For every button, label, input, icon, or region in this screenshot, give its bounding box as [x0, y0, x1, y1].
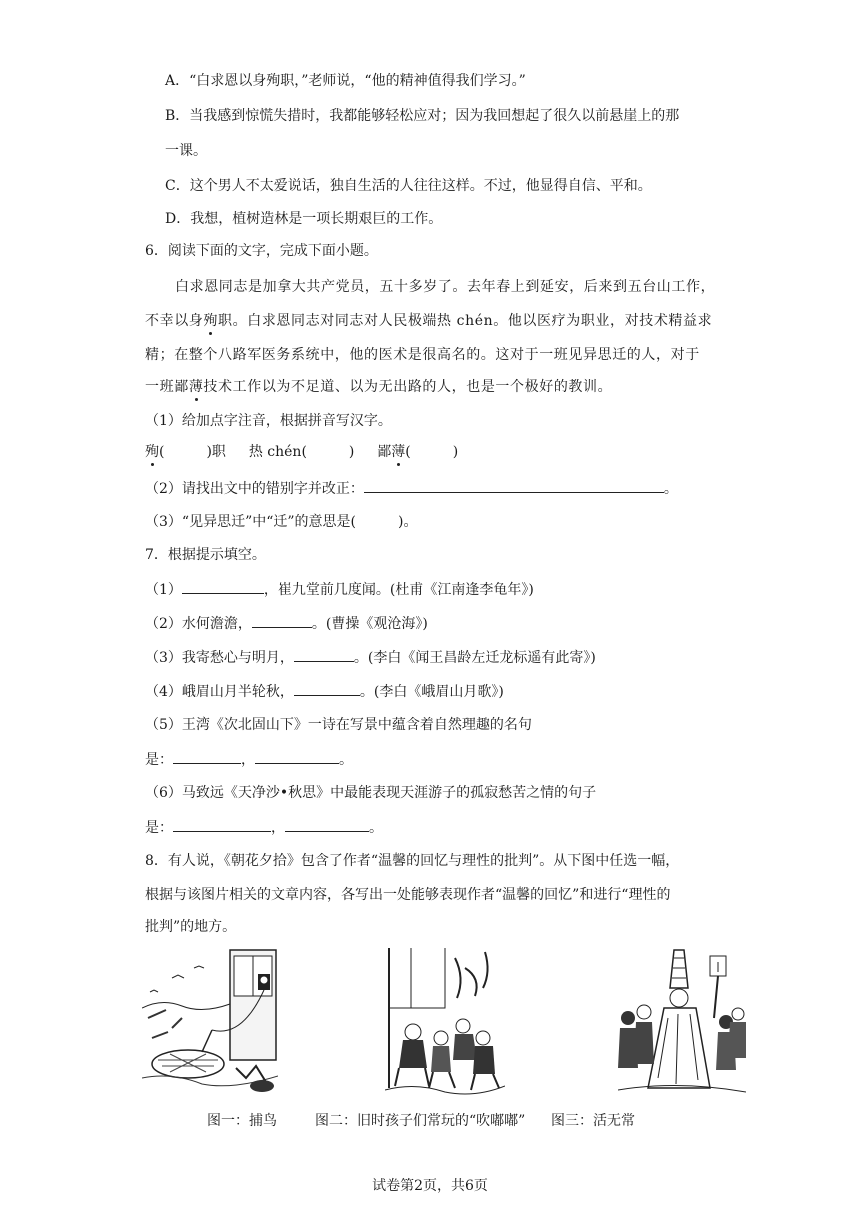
char-bi: 鄙 — [377, 444, 392, 460]
caption-figure-1: 图一：捕鸟 — [207, 1113, 277, 1129]
poem-item-1 — [145, 580, 534, 599]
answer-blank[interactable] — [294, 648, 354, 662]
passage-line-1: 白求恩同志是加拿大共产党员，五十多岁了。去年春上到延安，后来到五台山工作， — [175, 279, 716, 295]
dotted-char: 殉 — [145, 444, 159, 460]
answer-blank[interactable] — [252, 614, 312, 628]
passage-text: 技术工作以为不足道、以为无出路的人，也是一个极好的教训。 — [203, 379, 613, 395]
option-a: A．“白求恩以身殉职，”老师说，“他的精神值得我们学习。” — [165, 73, 526, 89]
sub-question-2 — [145, 479, 678, 498]
item-text: 是： — [145, 820, 173, 836]
poem-item-3 — [145, 648, 596, 667]
answer-blank[interactable] — [173, 818, 271, 832]
poem-item-6-answer — [145, 818, 383, 837]
sub-question-3: （3）“见异思迁”中“迁”的意思是( )。 — [145, 514, 418, 530]
passage-line-4 — [145, 378, 612, 396]
answer-blank[interactable] — [364, 479, 664, 493]
item-text: ，崔九堂前几度闻。(杜甫《江南逢李龟年》) — [263, 582, 534, 598]
fill-blank-bao[interactable]: ( ) — [405, 444, 459, 460]
poem-item-4 — [145, 682, 504, 701]
item-number: （1） — [145, 582, 182, 598]
item-text: （4）峨眉山月半轮秋， — [145, 684, 294, 700]
option-c: C．这个男人不太爱说话，独自生活的人往往这样。不过，他显得自信、平和。 — [165, 178, 652, 194]
children-playing-illustration — [385, 948, 505, 1096]
item-text: （2）水何澹澹， — [145, 616, 252, 632]
dotted-char: 殉 — [203, 313, 219, 329]
passage-text: 不幸以身 — [145, 313, 204, 329]
sub-question-1: （1）给加点字注音，根据拼音写汉字。 — [145, 413, 392, 429]
question-8-line-1: 8．有人说，《朝花夕拾》包含了作者“温馨的回忆与理性的批判”。从下图中任选一幅， — [145, 853, 680, 869]
passage-text: 职。白求恩同志对同志对人民极端热 chén。他以医疗为职业，对技术精益求 — [218, 313, 713, 329]
question-8-line-3: 批判”的地方。 — [145, 919, 237, 935]
option-b-line1: B．当我感到惊慌失措时，我都能够轻松应对；因为我回想起了很久以前悬崖上的那 — [165, 108, 680, 124]
punctuation: 。 — [339, 752, 353, 768]
answer-blank[interactable] — [173, 750, 241, 764]
answer-blank[interactable] — [182, 580, 264, 594]
caption-figure-3: 图三：活无常 — [551, 1113, 635, 1129]
question-7-stem: 7．根据提示填空。 — [145, 547, 266, 563]
poem-item-2 — [145, 614, 428, 633]
answer-blank[interactable] — [294, 682, 360, 696]
punctuation: 。 — [369, 820, 383, 836]
bird-catching-illustration — [142, 948, 278, 1094]
option-b-line2: 一课。 — [165, 143, 207, 159]
question-6-stem: 6．阅读下面的文字，完成下面小题。 — [145, 243, 378, 259]
item-text: 是： — [145, 752, 173, 768]
item-text: 。(李白《闻王昌龄左迁龙标遥有此寄》) — [353, 650, 596, 666]
poem-item-6: （6）马致远《天净沙•秋思》中最能表现天涯游子的孤寂愁苦之情的句子 — [145, 785, 597, 801]
page-footer: 试卷第2页，共6页 — [372, 1178, 488, 1194]
punctuation: ， — [241, 752, 255, 768]
caption-figure-2: 图二：旧时孩子们常玩的“吹嘟嘟” — [315, 1113, 526, 1129]
fill-blank-chen[interactable]: 热 chén( ) — [248, 444, 355, 460]
item-text: 。(曹操《观沧海》) — [311, 616, 428, 632]
passage-text: 一班鄙 — [145, 379, 189, 395]
dotted-char: 薄 — [391, 444, 406, 460]
answer-blank[interactable] — [285, 818, 369, 832]
option-d: D．我想，植树造林是一项长期艰巨的工作。 — [165, 211, 443, 227]
punctuation: 。 — [663, 481, 678, 497]
passage-line-3: 精；在整个八路军医务系统中，他的医术是很高名的。这对于一班见异思迁的人，对于 — [145, 347, 700, 363]
dotted-char: 薄 — [188, 379, 204, 395]
pinyin-fill-row — [145, 443, 458, 461]
passage-line-2 — [145, 312, 712, 330]
poem-item-5-answer — [145, 750, 353, 769]
wuchang-illustration — [618, 948, 746, 1096]
question-8-line-2: 根据与该图片相关的文章内容，各写出一处能够表现作者“温馨的回忆”和进行“理性的 — [145, 887, 671, 903]
sub-question-2-text: （2）请找出文中的错别字并改正： — [145, 481, 364, 497]
answer-blank[interactable] — [255, 750, 339, 764]
punctuation: ， — [271, 820, 285, 836]
item-text: （3）我寄愁心与明月， — [145, 650, 294, 666]
item-text: 。(李白《峨眉山月歌》) — [359, 684, 504, 700]
fill-blank-xun[interactable]: ( )职 — [159, 444, 226, 460]
poem-item-5: （5）王湾《次北固山下》一诗在写景中蕴含着自然理趣的名句 — [145, 717, 532, 733]
